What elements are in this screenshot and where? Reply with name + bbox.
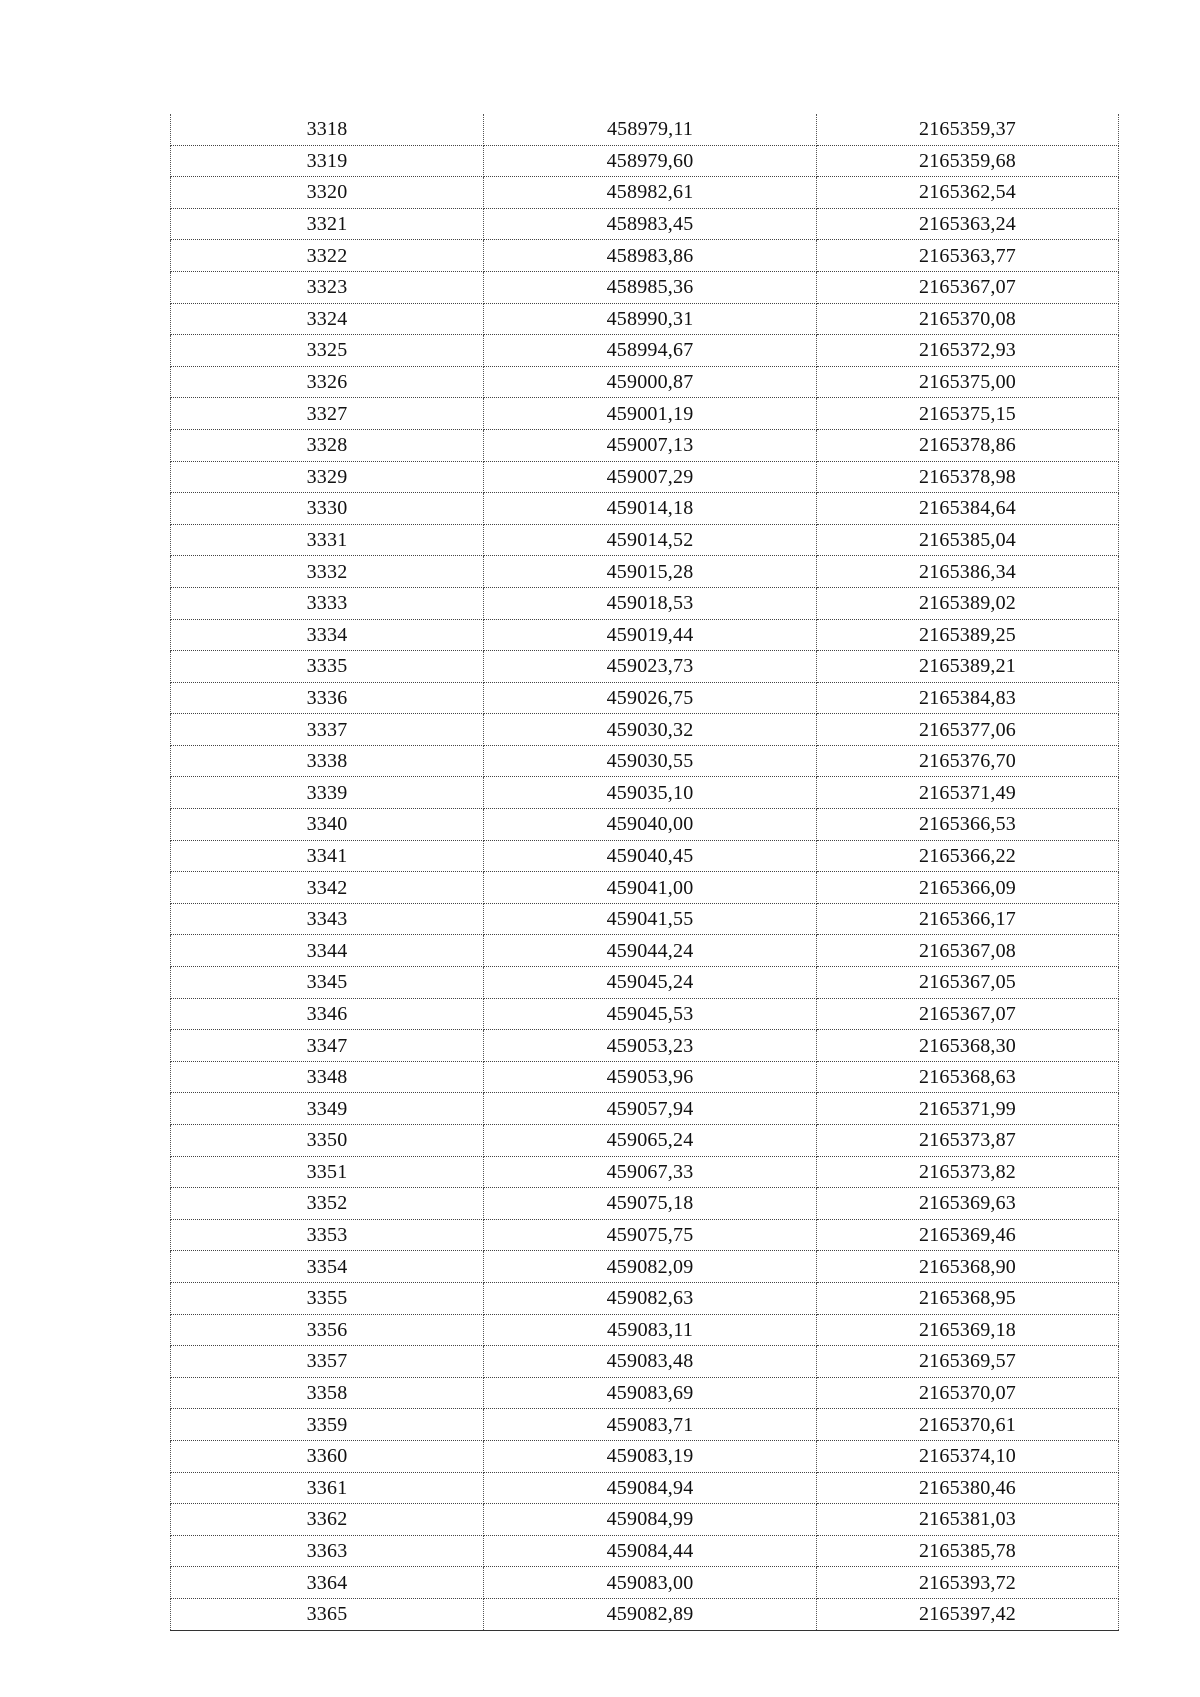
point-number-cell: 3346 <box>171 998 484 1030</box>
y-coordinate-cell: 2165372,93 <box>817 335 1119 367</box>
y-coordinate-cell: 2165367,05 <box>817 967 1119 999</box>
y-coordinate-cell: 2165384,83 <box>817 682 1119 714</box>
table-row <box>171 366 1119 398</box>
x-coordinate-cell: 459053,23 <box>484 1030 817 1062</box>
table-row <box>171 745 1119 777</box>
table-row <box>171 271 1119 303</box>
x-coordinate-cell: 459067,33 <box>484 1156 817 1188</box>
point-number-cell: 3362 <box>171 1504 484 1536</box>
table-row <box>171 1125 1119 1157</box>
y-coordinate-cell: 2165368,30 <box>817 1030 1119 1062</box>
table-row <box>171 1188 1119 1220</box>
x-coordinate-cell: 459014,18 <box>484 493 817 525</box>
table-row <box>171 335 1119 367</box>
y-coordinate-cell: 2165369,18 <box>817 1314 1119 1346</box>
table-row <box>171 1535 1119 1567</box>
point-number-cell: 3344 <box>171 935 484 967</box>
point-number-cell: 3352 <box>171 1188 484 1220</box>
x-coordinate-cell: 459084,99 <box>484 1504 817 1536</box>
table-row <box>171 1282 1119 1314</box>
y-coordinate-cell: 2165397,42 <box>817 1598 1119 1630</box>
y-coordinate-cell: 2165367,07 <box>817 271 1119 303</box>
table-row <box>171 935 1119 967</box>
point-number-cell: 3331 <box>171 524 484 556</box>
table-row <box>171 682 1119 714</box>
table-row <box>171 1472 1119 1504</box>
table-row <box>171 1030 1119 1062</box>
point-number-cell: 3320 <box>171 177 484 209</box>
y-coordinate-cell: 2165393,72 <box>817 1567 1119 1599</box>
x-coordinate-cell: 459015,28 <box>484 556 817 588</box>
point-number-cell: 3348 <box>171 1061 484 1093</box>
x-coordinate-cell: 458979,60 <box>484 145 817 177</box>
point-number-cell: 3343 <box>171 903 484 935</box>
x-coordinate-cell: 459041,00 <box>484 872 817 904</box>
table-row <box>171 493 1119 525</box>
table-row <box>171 114 1119 145</box>
y-coordinate-cell: 2165389,02 <box>817 587 1119 619</box>
y-coordinate-cell: 2165380,46 <box>817 1472 1119 1504</box>
point-number-cell: 3350 <box>171 1125 484 1157</box>
x-coordinate-cell: 459030,32 <box>484 714 817 746</box>
x-coordinate-cell: 459035,10 <box>484 777 817 809</box>
x-coordinate-cell: 459001,19 <box>484 398 817 430</box>
y-coordinate-cell: 2165367,08 <box>817 935 1119 967</box>
point-number-cell: 3357 <box>171 1346 484 1378</box>
point-number-cell: 3329 <box>171 461 484 493</box>
table-row <box>171 1219 1119 1251</box>
table-row <box>171 208 1119 240</box>
y-coordinate-cell: 2165368,95 <box>817 1282 1119 1314</box>
table-row <box>171 809 1119 841</box>
y-coordinate-cell: 2165376,70 <box>817 745 1119 777</box>
y-coordinate-cell: 2165378,98 <box>817 461 1119 493</box>
x-coordinate-cell: 459023,73 <box>484 651 817 683</box>
table-row <box>171 998 1119 1030</box>
y-coordinate-cell: 2165375,15 <box>817 398 1119 430</box>
point-number-cell: 3364 <box>171 1567 484 1599</box>
x-coordinate-cell: 459041,55 <box>484 903 817 935</box>
x-coordinate-cell: 459007,29 <box>484 461 817 493</box>
y-coordinate-cell: 2165370,61 <box>817 1409 1119 1441</box>
table-row <box>171 1251 1119 1283</box>
point-number-cell: 3330 <box>171 493 484 525</box>
x-coordinate-cell: 459083,00 <box>484 1567 817 1599</box>
table-row <box>171 1346 1119 1378</box>
y-coordinate-cell: 2165385,04 <box>817 524 1119 556</box>
x-coordinate-cell: 458990,31 <box>484 303 817 335</box>
point-number-cell: 3338 <box>171 745 484 777</box>
y-coordinate-cell: 2165363,77 <box>817 240 1119 272</box>
point-number-cell: 3353 <box>171 1219 484 1251</box>
table-row <box>171 587 1119 619</box>
y-coordinate-cell: 2165385,78 <box>817 1535 1119 1567</box>
x-coordinate-cell: 459083,48 <box>484 1346 817 1378</box>
y-coordinate-cell: 2165369,57 <box>817 1346 1119 1378</box>
x-coordinate-cell: 459075,18 <box>484 1188 817 1220</box>
x-coordinate-cell: 458983,86 <box>484 240 817 272</box>
x-coordinate-cell: 459057,94 <box>484 1093 817 1125</box>
point-number-cell: 3328 <box>171 429 484 461</box>
y-coordinate-cell: 2165359,37 <box>817 114 1119 145</box>
point-number-cell: 3322 <box>171 240 484 272</box>
coordinates-table <box>170 114 1119 1631</box>
x-coordinate-cell: 458982,61 <box>484 177 817 209</box>
x-coordinate-cell: 459040,45 <box>484 840 817 872</box>
point-number-cell: 3355 <box>171 1282 484 1314</box>
point-number-cell: 3333 <box>171 587 484 619</box>
table-row <box>171 619 1119 651</box>
y-coordinate-cell: 2165381,03 <box>817 1504 1119 1536</box>
y-coordinate-cell: 2165375,00 <box>817 366 1119 398</box>
point-number-cell: 3323 <box>171 271 484 303</box>
x-coordinate-cell: 459026,75 <box>484 682 817 714</box>
table-row <box>171 840 1119 872</box>
x-coordinate-cell: 459084,94 <box>484 1472 817 1504</box>
point-number-cell: 3334 <box>171 619 484 651</box>
x-coordinate-cell: 459040,00 <box>484 809 817 841</box>
y-coordinate-cell: 2165362,54 <box>817 177 1119 209</box>
x-coordinate-cell: 459019,44 <box>484 619 817 651</box>
table-row <box>171 461 1119 493</box>
x-coordinate-cell: 459083,69 <box>484 1377 817 1409</box>
point-number-cell: 3341 <box>171 840 484 872</box>
y-coordinate-cell: 2165386,34 <box>817 556 1119 588</box>
table-row <box>171 777 1119 809</box>
point-number-cell: 3327 <box>171 398 484 430</box>
point-number-cell: 3351 <box>171 1156 484 1188</box>
table-row <box>171 1567 1119 1599</box>
y-coordinate-cell: 2165369,46 <box>817 1219 1119 1251</box>
y-coordinate-cell: 2165371,49 <box>817 777 1119 809</box>
x-coordinate-cell: 459084,44 <box>484 1535 817 1567</box>
point-number-cell: 3339 <box>171 777 484 809</box>
point-number-cell: 3365 <box>171 1598 484 1630</box>
x-coordinate-cell: 459083,11 <box>484 1314 817 1346</box>
y-coordinate-cell: 2165374,10 <box>817 1440 1119 1472</box>
point-number-cell: 3335 <box>171 651 484 683</box>
table-row <box>171 524 1119 556</box>
table-row <box>171 1061 1119 1093</box>
point-number-cell: 3324 <box>171 303 484 335</box>
table-row <box>171 903 1119 935</box>
point-number-cell: 3336 <box>171 682 484 714</box>
point-number-cell: 3349 <box>171 1093 484 1125</box>
y-coordinate-cell: 2165373,87 <box>817 1125 1119 1157</box>
table-row <box>171 1093 1119 1125</box>
point-number-cell: 3342 <box>171 872 484 904</box>
coordinates-table-body <box>171 114 1119 1630</box>
x-coordinate-cell: 459075,75 <box>484 1219 817 1251</box>
point-number-cell: 3347 <box>171 1030 484 1062</box>
table-row <box>171 1440 1119 1472</box>
point-number-cell: 3326 <box>171 366 484 398</box>
table-row <box>171 872 1119 904</box>
y-coordinate-cell: 2165378,86 <box>817 429 1119 461</box>
y-coordinate-cell: 2165368,63 <box>817 1061 1119 1093</box>
x-coordinate-cell: 459044,24 <box>484 935 817 967</box>
table-row <box>171 1377 1119 1409</box>
table-row <box>171 556 1119 588</box>
x-coordinate-cell: 459000,87 <box>484 366 817 398</box>
point-number-cell: 3325 <box>171 335 484 367</box>
point-number-cell: 3340 <box>171 809 484 841</box>
table-row <box>171 1314 1119 1346</box>
x-coordinate-cell: 458979,11 <box>484 114 817 145</box>
table-row <box>171 1598 1119 1630</box>
point-number-cell: 3360 <box>171 1440 484 1472</box>
table-row <box>171 177 1119 209</box>
y-coordinate-cell: 2165377,06 <box>817 714 1119 746</box>
point-number-cell: 3332 <box>171 556 484 588</box>
y-coordinate-cell: 2165370,08 <box>817 303 1119 335</box>
y-coordinate-cell: 2165367,07 <box>817 998 1119 1030</box>
y-coordinate-cell: 2165366,17 <box>817 903 1119 935</box>
point-number-cell: 3356 <box>171 1314 484 1346</box>
y-coordinate-cell: 2165366,09 <box>817 872 1119 904</box>
x-coordinate-cell: 459030,55 <box>484 745 817 777</box>
y-coordinate-cell: 2165368,90 <box>817 1251 1119 1283</box>
y-coordinate-cell: 2165370,07 <box>817 1377 1119 1409</box>
y-coordinate-cell: 2165359,68 <box>817 145 1119 177</box>
x-coordinate-cell: 459065,24 <box>484 1125 817 1157</box>
y-coordinate-cell: 2165366,22 <box>817 840 1119 872</box>
y-coordinate-cell: 2165371,99 <box>817 1093 1119 1125</box>
y-coordinate-cell: 2165363,24 <box>817 208 1119 240</box>
x-coordinate-cell: 459045,53 <box>484 998 817 1030</box>
table-row <box>171 1156 1119 1188</box>
x-coordinate-cell: 459082,63 <box>484 1282 817 1314</box>
y-coordinate-cell: 2165366,53 <box>817 809 1119 841</box>
x-coordinate-cell: 459083,71 <box>484 1409 817 1441</box>
table-row <box>171 303 1119 335</box>
table-row <box>171 240 1119 272</box>
y-coordinate-cell: 2165389,21 <box>817 651 1119 683</box>
x-coordinate-cell: 459053,96 <box>484 1061 817 1093</box>
table-row <box>171 967 1119 999</box>
table-row <box>171 145 1119 177</box>
point-number-cell: 3337 <box>171 714 484 746</box>
x-coordinate-cell: 459082,89 <box>484 1598 817 1630</box>
point-number-cell: 3358 <box>171 1377 484 1409</box>
x-coordinate-cell: 458994,67 <box>484 335 817 367</box>
x-coordinate-cell: 458985,36 <box>484 271 817 303</box>
point-number-cell: 3321 <box>171 208 484 240</box>
x-coordinate-cell: 459083,19 <box>484 1440 817 1472</box>
table-row <box>171 398 1119 430</box>
point-number-cell: 3354 <box>171 1251 484 1283</box>
x-coordinate-cell: 459018,53 <box>484 587 817 619</box>
point-number-cell: 3363 <box>171 1535 484 1567</box>
table-row <box>171 651 1119 683</box>
point-number-cell: 3359 <box>171 1409 484 1441</box>
y-coordinate-cell: 2165389,25 <box>817 619 1119 651</box>
x-coordinate-cell: 459007,13 <box>484 429 817 461</box>
point-number-cell: 3318 <box>171 114 484 145</box>
x-coordinate-cell: 459082,09 <box>484 1251 817 1283</box>
table-row <box>171 1409 1119 1441</box>
table-row <box>171 429 1119 461</box>
x-coordinate-cell: 458983,45 <box>484 208 817 240</box>
y-coordinate-cell: 2165369,63 <box>817 1188 1119 1220</box>
table-row <box>171 1504 1119 1536</box>
point-number-cell: 3345 <box>171 967 484 999</box>
point-number-cell: 3319 <box>171 145 484 177</box>
x-coordinate-cell: 459045,24 <box>484 967 817 999</box>
y-coordinate-cell: 2165384,64 <box>817 493 1119 525</box>
y-coordinate-cell: 2165373,82 <box>817 1156 1119 1188</box>
x-coordinate-cell: 459014,52 <box>484 524 817 556</box>
table-row <box>171 714 1119 746</box>
point-number-cell: 3361 <box>171 1472 484 1504</box>
